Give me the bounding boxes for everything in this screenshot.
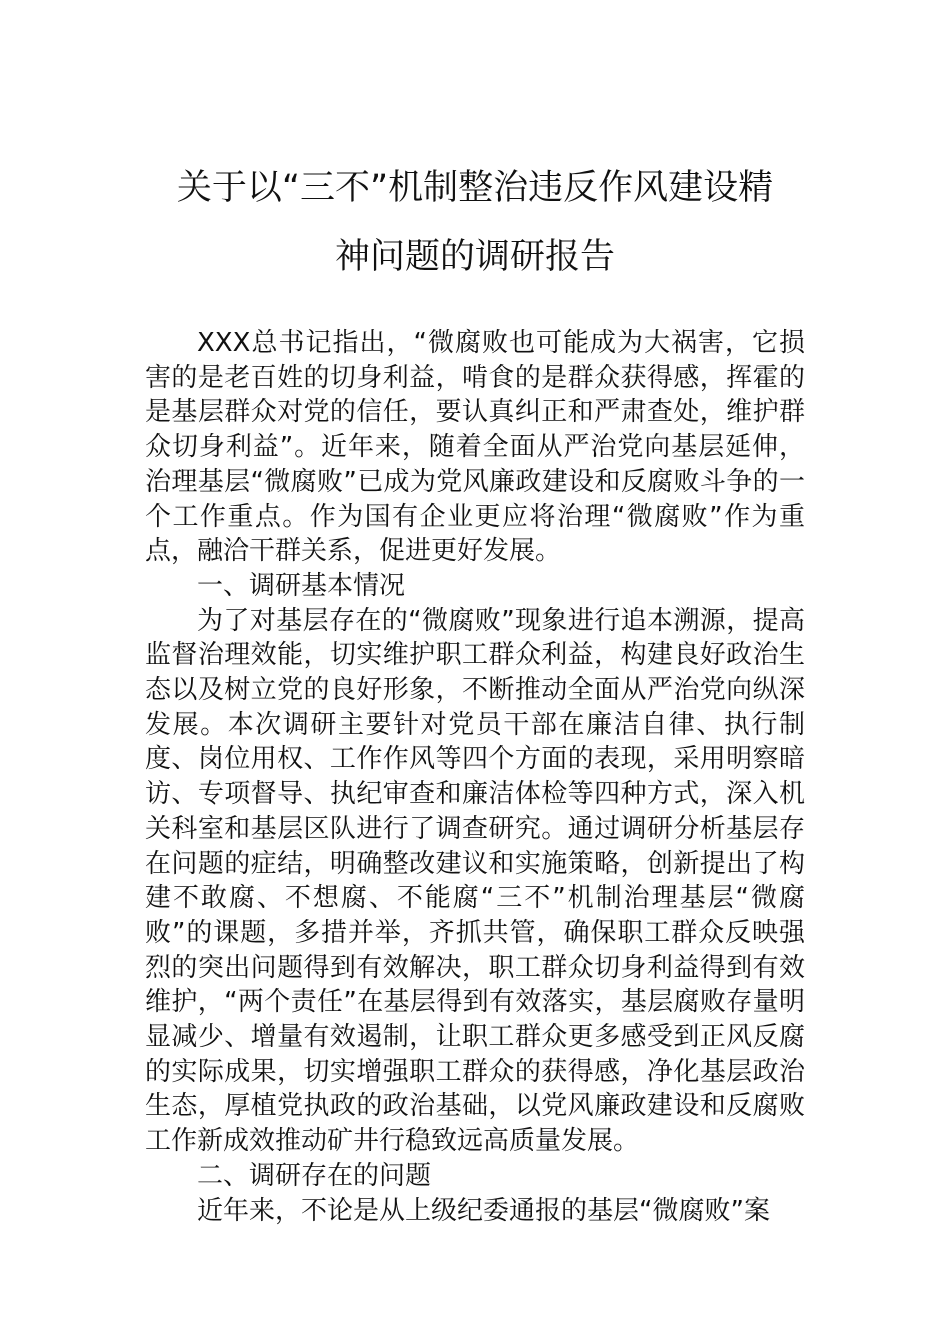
document-title-line-1: 关于以“三不”机制整治违反作风建设精	[176, 168, 774, 208]
paragraph-problems: 近年来，不论是从上级纪委通报的基层“微腐败”案	[197, 1195, 770, 1226]
paragraph-intro: XXX总书记指出，“微腐败也可能成为大祸害，它损害的是老百姓的切身利益，啃食的是群众获得感，挥霍的是基层群众对党的信任，要认真纠正和严肃查处，维护群众切身利益”。近年来，随着全面从严治党向基层延伸，治理基层“微腐败”已成为党风廉政建设和反腐败斗争的一个工作重点。作为国有企业更应将治理“微腐败”作为重点，融洽干群关系，促进更好发展。	[145, 328, 805, 567]
document-body	[145, 326, 805, 1228]
section-heading-1: 一、调研基本情况	[197, 570, 406, 601]
document-title-line-2: 神问题的调研报告	[334, 237, 615, 277]
section-heading-2: 二、调研存在的问题	[197, 1160, 432, 1191]
paragraph-research-overview: 为了对基层存在的“微腐败”现象进行追本溯源，提高监督治理效能，切实维护职工群众利益，构建良好政治生态以及树立党的良好形象，不断推动全面从严治党向纵深发展。本次调研主要针对党员干部在廉洁自律、执行制度、岗位用权、工作作风等四个方面的表现，采用明察暗访、专项督导、执纪审查和廉洁体检等四种方式，深入机关科室和基层区队进行了调查研究。通过调研分析基层存在问题的症结，明确整改建议和实施策略，创新提出了构建不敢腐、不想腐、不能腐“三不”机制治理基层“微腐败”的课题，多措并举，齐抓共管，确保职工群众反映强烈的突出问题得到有效解决，职工群众切身利益得到有效维护，“两个责任”在基层得到有效落实，基层腐败存量明显减少、增量有效遏制，让职工群众更多感受到正风反腐的实际成果，切实增强职工群众的获得感，净化基层政治生态，厚植党执政的政治基础，以党风廉政建设和反腐败工作新成效推动矿井行稳致远高质量发展。	[145, 605, 805, 1157]
